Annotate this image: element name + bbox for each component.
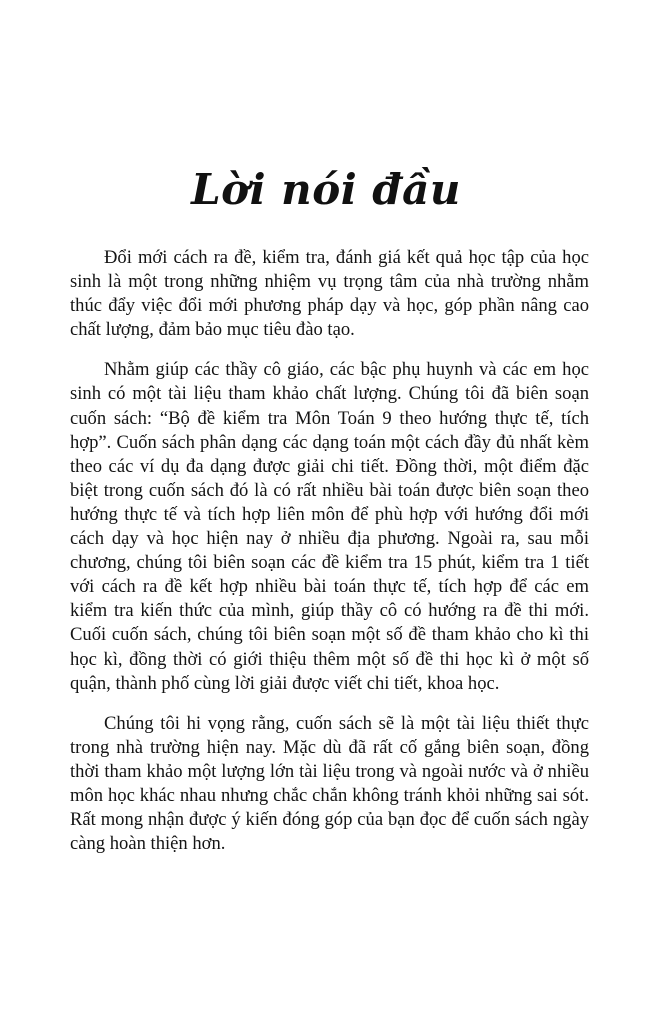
paragraph-3: Chúng tôi hi vọng rằng, cuốn sách sẽ là một tài liệu thiết thực trong nhà trường hiện nay. Mặc dù đã rất cố gắng biên soạn, đồng thời tham khảo một lượng lớn tài liệu trong và ngoài nước và ở nhiều môn học khác nhau nhưng chắc chắn không tránh khỏi những sai sót. Rất mong nhận được ý kiến đóng góp của bạn đọc để cuốn sách ngày càng hoàn thiện hơn. [70, 712, 589, 855]
preface-body [70, 246, 589, 872]
page-title: Lời nói đầu [191, 165, 461, 215]
paragraph-1: Đổi mới cách ra đề, kiểm tra, đánh giá kết quả học tập của học sinh là một trong những nhiệm vụ trọng tâm của nhà trường nhằm thúc đẩy việc đổi mới phương pháp dạy và học, góp phần nâng cao chất lượng, đảm bảo mục tiêu đào tạo. [70, 247, 589, 341]
paragraph-2: Nhằm giúp các thầy cô giáo, các bậc phụ huynh và các em học sinh có một tài liệu tham khảo chất lượng. Chúng tôi đã biên soạn cuốn sách: “Bộ đề kiểm tra Môn Toán 9 theo hướng thực tế, tích hợp”. Cuốn sách phân dạng các dạng toán một cách đầy đủ nhất kèm theo các ví dụ đa dạng được giải chi tiết. Đồng thời, một điểm đặc biệt trong cuốn sách đó là có rất nhiều bài toán được biên soạn theo hướng thực tế và tích hợp liên môn để phù hợp với hướng đổi mới cách dạy và học hiện nay ở nhiều địa phương. Ngoài ra, sau mỗi chương, chúng tôi biên soạn các đề kiểm tra 15 phút, kiểm tra 1 tiết với cách ra đề kết hợp nhiều bài toán thực tế, tích hợp để các em kiểm tra kiến thức của mình, giúp thầy cô có hướng ra đề thi mới. Cuối cuốn sách, chúng tôi biên soạn một số đề tham khảo cho kì thi học kì, đồng thời có giới thiệu thêm một số đề thi học kì ở một số quận, thành phố cùng lời giải được viết chi tiết, khoa học. [70, 359, 589, 694]
